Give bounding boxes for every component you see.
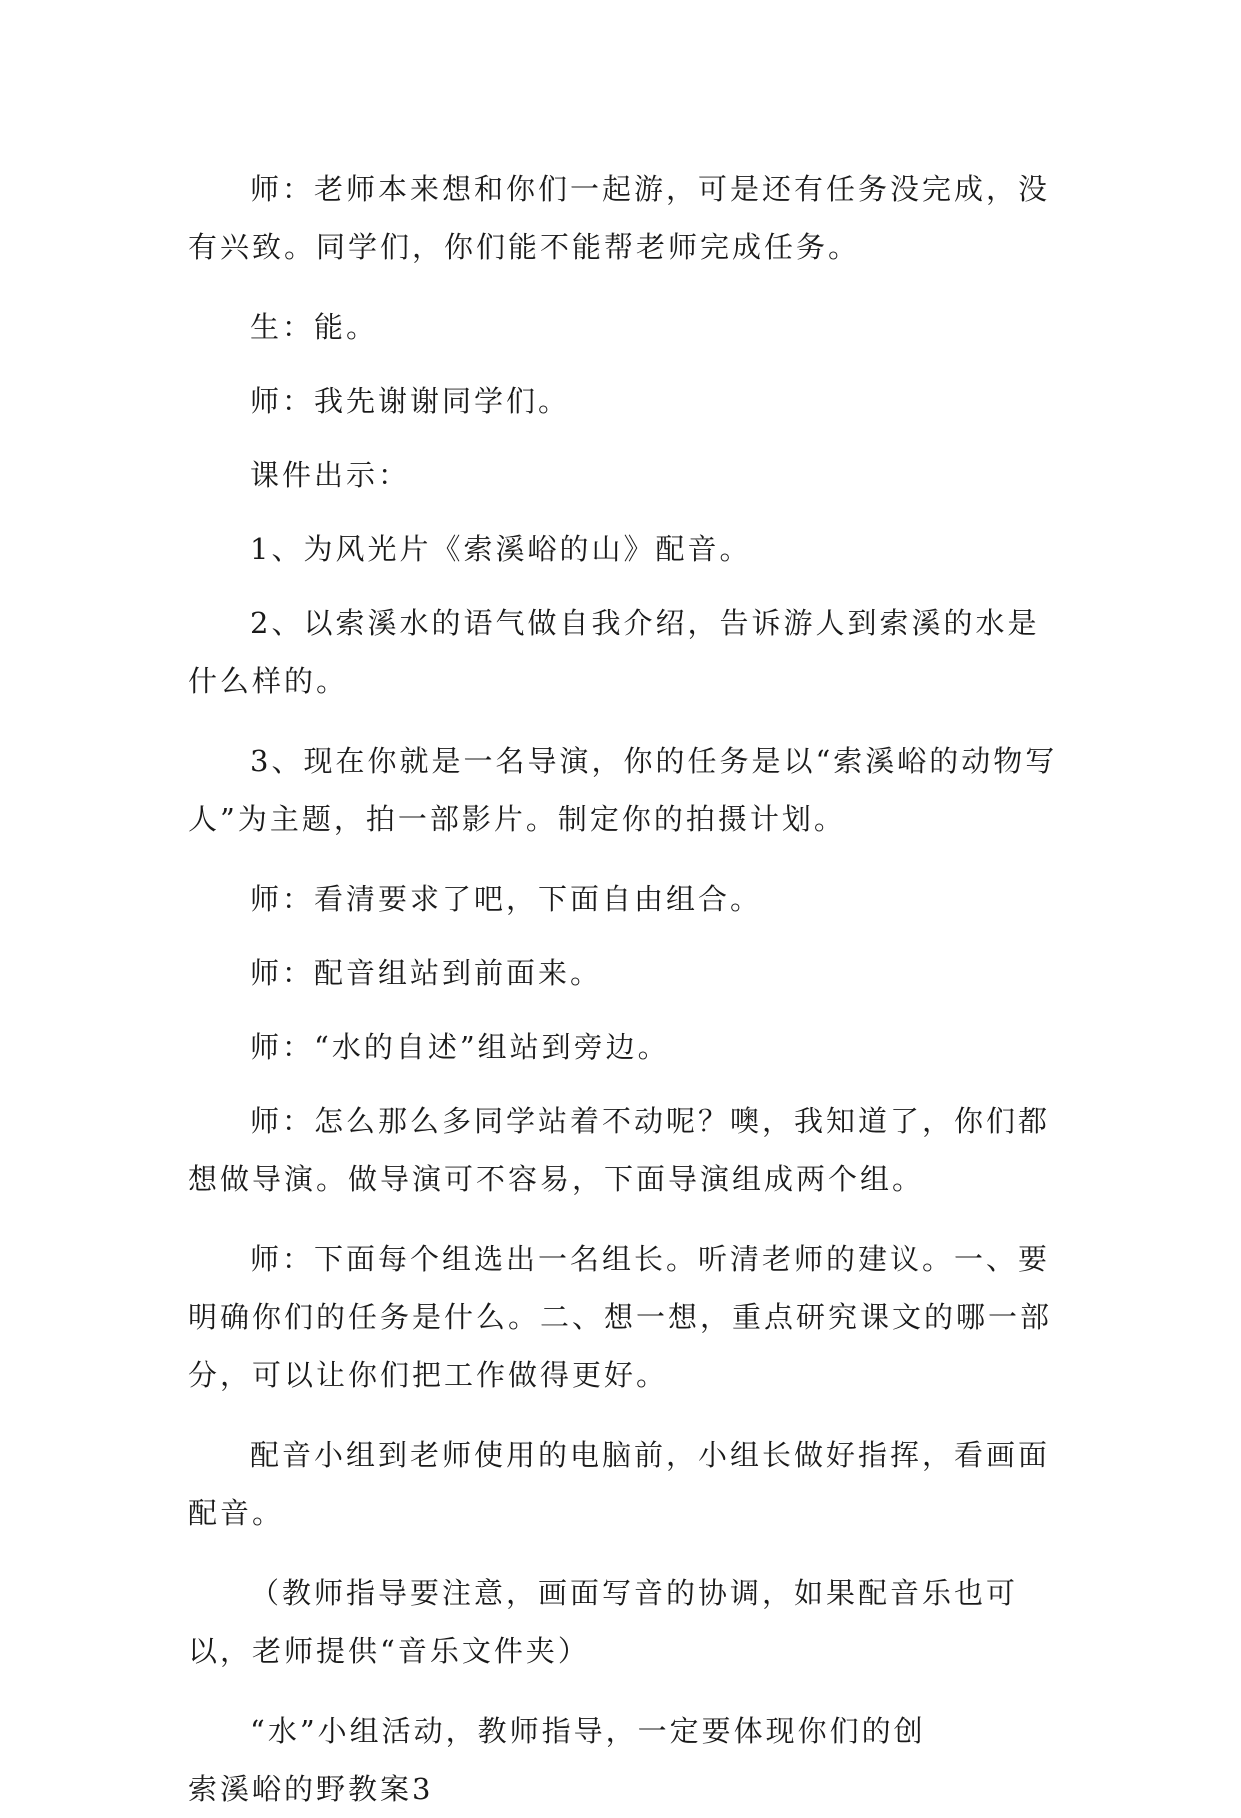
paragraph-12: 师：下面每个组选出一名组长。听清老师的建议。一、要明确你们的任务是什么。二、想一想，重点研究课文的哪一部分，可以让你们把工作做得更好。	[188, 1242, 1053, 1392]
paragraph-15: “水”小组活动，教师指导，一定要体现你们的创	[250, 1714, 926, 1748]
paragraph-4: 课件出示：	[250, 458, 411, 492]
paragraph-3: 师：我先谢谢同学们。	[250, 384, 571, 418]
paragraph-11: 师：怎么那么多同学站着不动呢？噢，我知道了，你们都想做导演。做导演可不容易，下面导演组成两个组。	[188, 1104, 1051, 1196]
paragraph-5: 1、为风光片《索溪峪的山》配音。	[250, 532, 752, 566]
paragraph-7: 3、现在你就是一名导演，你的任务是以“索溪峪的动物写人”为主题，拍一部影片。制定你的拍摄计划。	[188, 744, 1058, 836]
paragraph-10: 师：“水的自述”组站到旁边。	[250, 1030, 670, 1064]
section-title: 索溪峪的野教案3	[188, 1772, 434, 1806]
paragraph-8: 师：看清要求了吧，下面自由组合。	[250, 882, 763, 916]
paragraph-1: 师：老师本来想和你们一起游，可是还有任务没完成，没有兴致。同学们，你们能不能帮老师完成任务。	[188, 172, 1051, 264]
paragraph-9: 师：配音组站到前面来。	[250, 956, 603, 990]
paragraph-2: 生：能。	[250, 310, 379, 344]
document-body	[188, 160, 1058, 1818]
paragraph-13: 配音小组到老师使用的电脑前，小组长做好指挥，看画面配音。	[188, 1438, 1051, 1530]
paragraph-6: 2、以索溪水的语气做自我介绍，告诉游人到索溪的水是什么样的。	[188, 606, 1040, 698]
paragraph-14: （教师指导要注意，画面写音的协调，如果配音乐也可以，老师提供“音乐文件夹）	[188, 1576, 1019, 1668]
